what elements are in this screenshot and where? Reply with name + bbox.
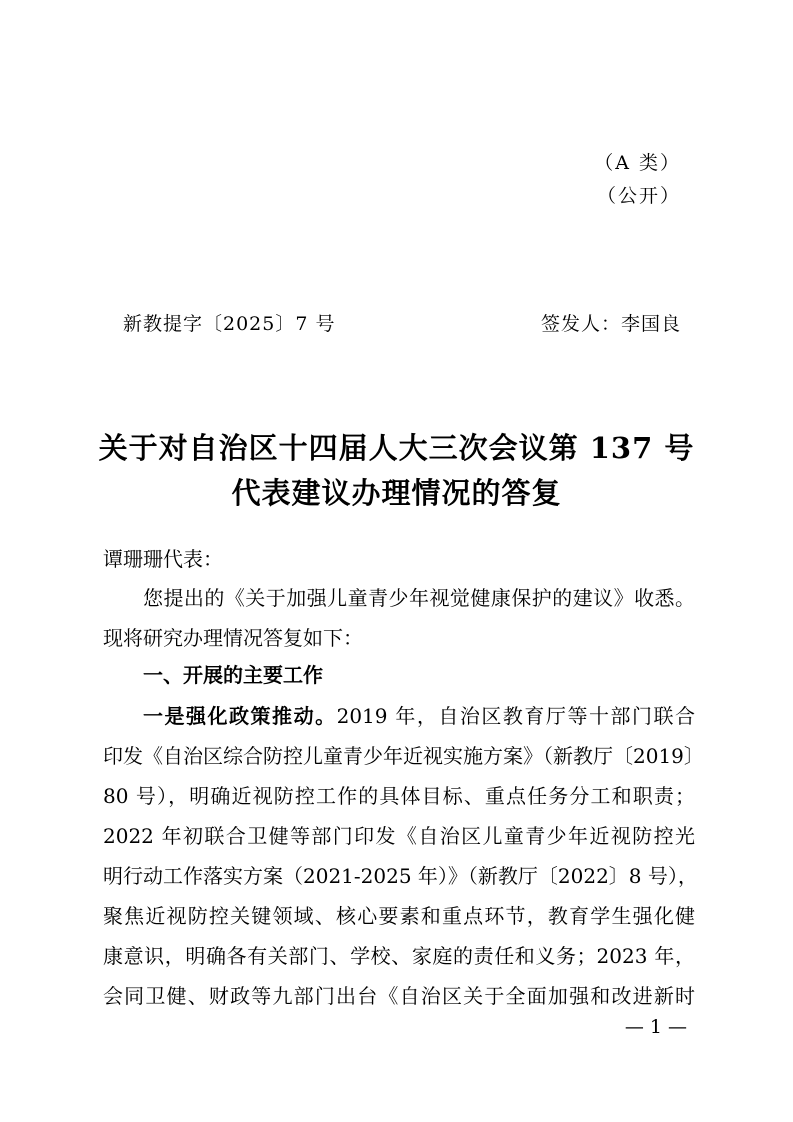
paragraph-1-line-1 bbox=[143, 700, 695, 740]
document-number: 新教提字〔2025〕7 号 bbox=[123, 313, 336, 335]
paragraph-1-line-7: 康意识，明确各有关部门、学校、家庭的责任和义务；2023 年， bbox=[103, 944, 695, 968]
salutation: 谭珊珊代表： bbox=[103, 547, 223, 571]
classification-category: （A 类） bbox=[594, 152, 681, 174]
intro-line-1: 您提出的《关于加强儿童青少年视觉健康保护的建议》收悉。 bbox=[143, 586, 695, 610]
paragraph-1-line-4: 2022 年初联合卫健等部门印发《自治区儿童青少年近视防控光 bbox=[103, 824, 695, 848]
section-heading-1: 一、开展的主要工作 bbox=[143, 663, 323, 687]
classification-disclosure: （公开） bbox=[596, 185, 681, 207]
page-number: — 1 — bbox=[624, 1016, 687, 1038]
title-line-1: 关于对自治区十四届人大三次会议第 137 号 bbox=[98, 431, 695, 465]
paragraph-1-line-3: 80 号），明确近视防控工作的具体目标、重点任务分工和职责； bbox=[103, 784, 695, 808]
paragraph-1-line-2: 印发《自治区综合防控儿童青少年近视实施方案》（新教厅〔2019〕 bbox=[103, 744, 704, 768]
intro-line-2: 现将研究办理情况答复如下： bbox=[103, 626, 363, 650]
paragraph-1-line-5: 明行动工作落实方案（2021-2025 年）》（新教厅〔2022〕8 号）， bbox=[103, 864, 698, 888]
paragraph-1-line-1-rest: 2019 年，自治区教育厅等十部门联合 bbox=[336, 704, 695, 728]
title-line-2: 代表建议办理情况的答复 bbox=[231, 476, 562, 510]
paragraph-1-line-8: 会同卫健、财政等九部门出台《自治区关于全面加强和改进新时 bbox=[103, 984, 695, 1008]
paragraph-1-lead: 一是强化政策推动。 bbox=[143, 704, 337, 728]
signer: 签发人：李国良 bbox=[540, 313, 681, 335]
paragraph-1-line-6: 聚焦近视防控关键领域、核心要素和重点环节，教育学生强化健 bbox=[103, 904, 695, 928]
